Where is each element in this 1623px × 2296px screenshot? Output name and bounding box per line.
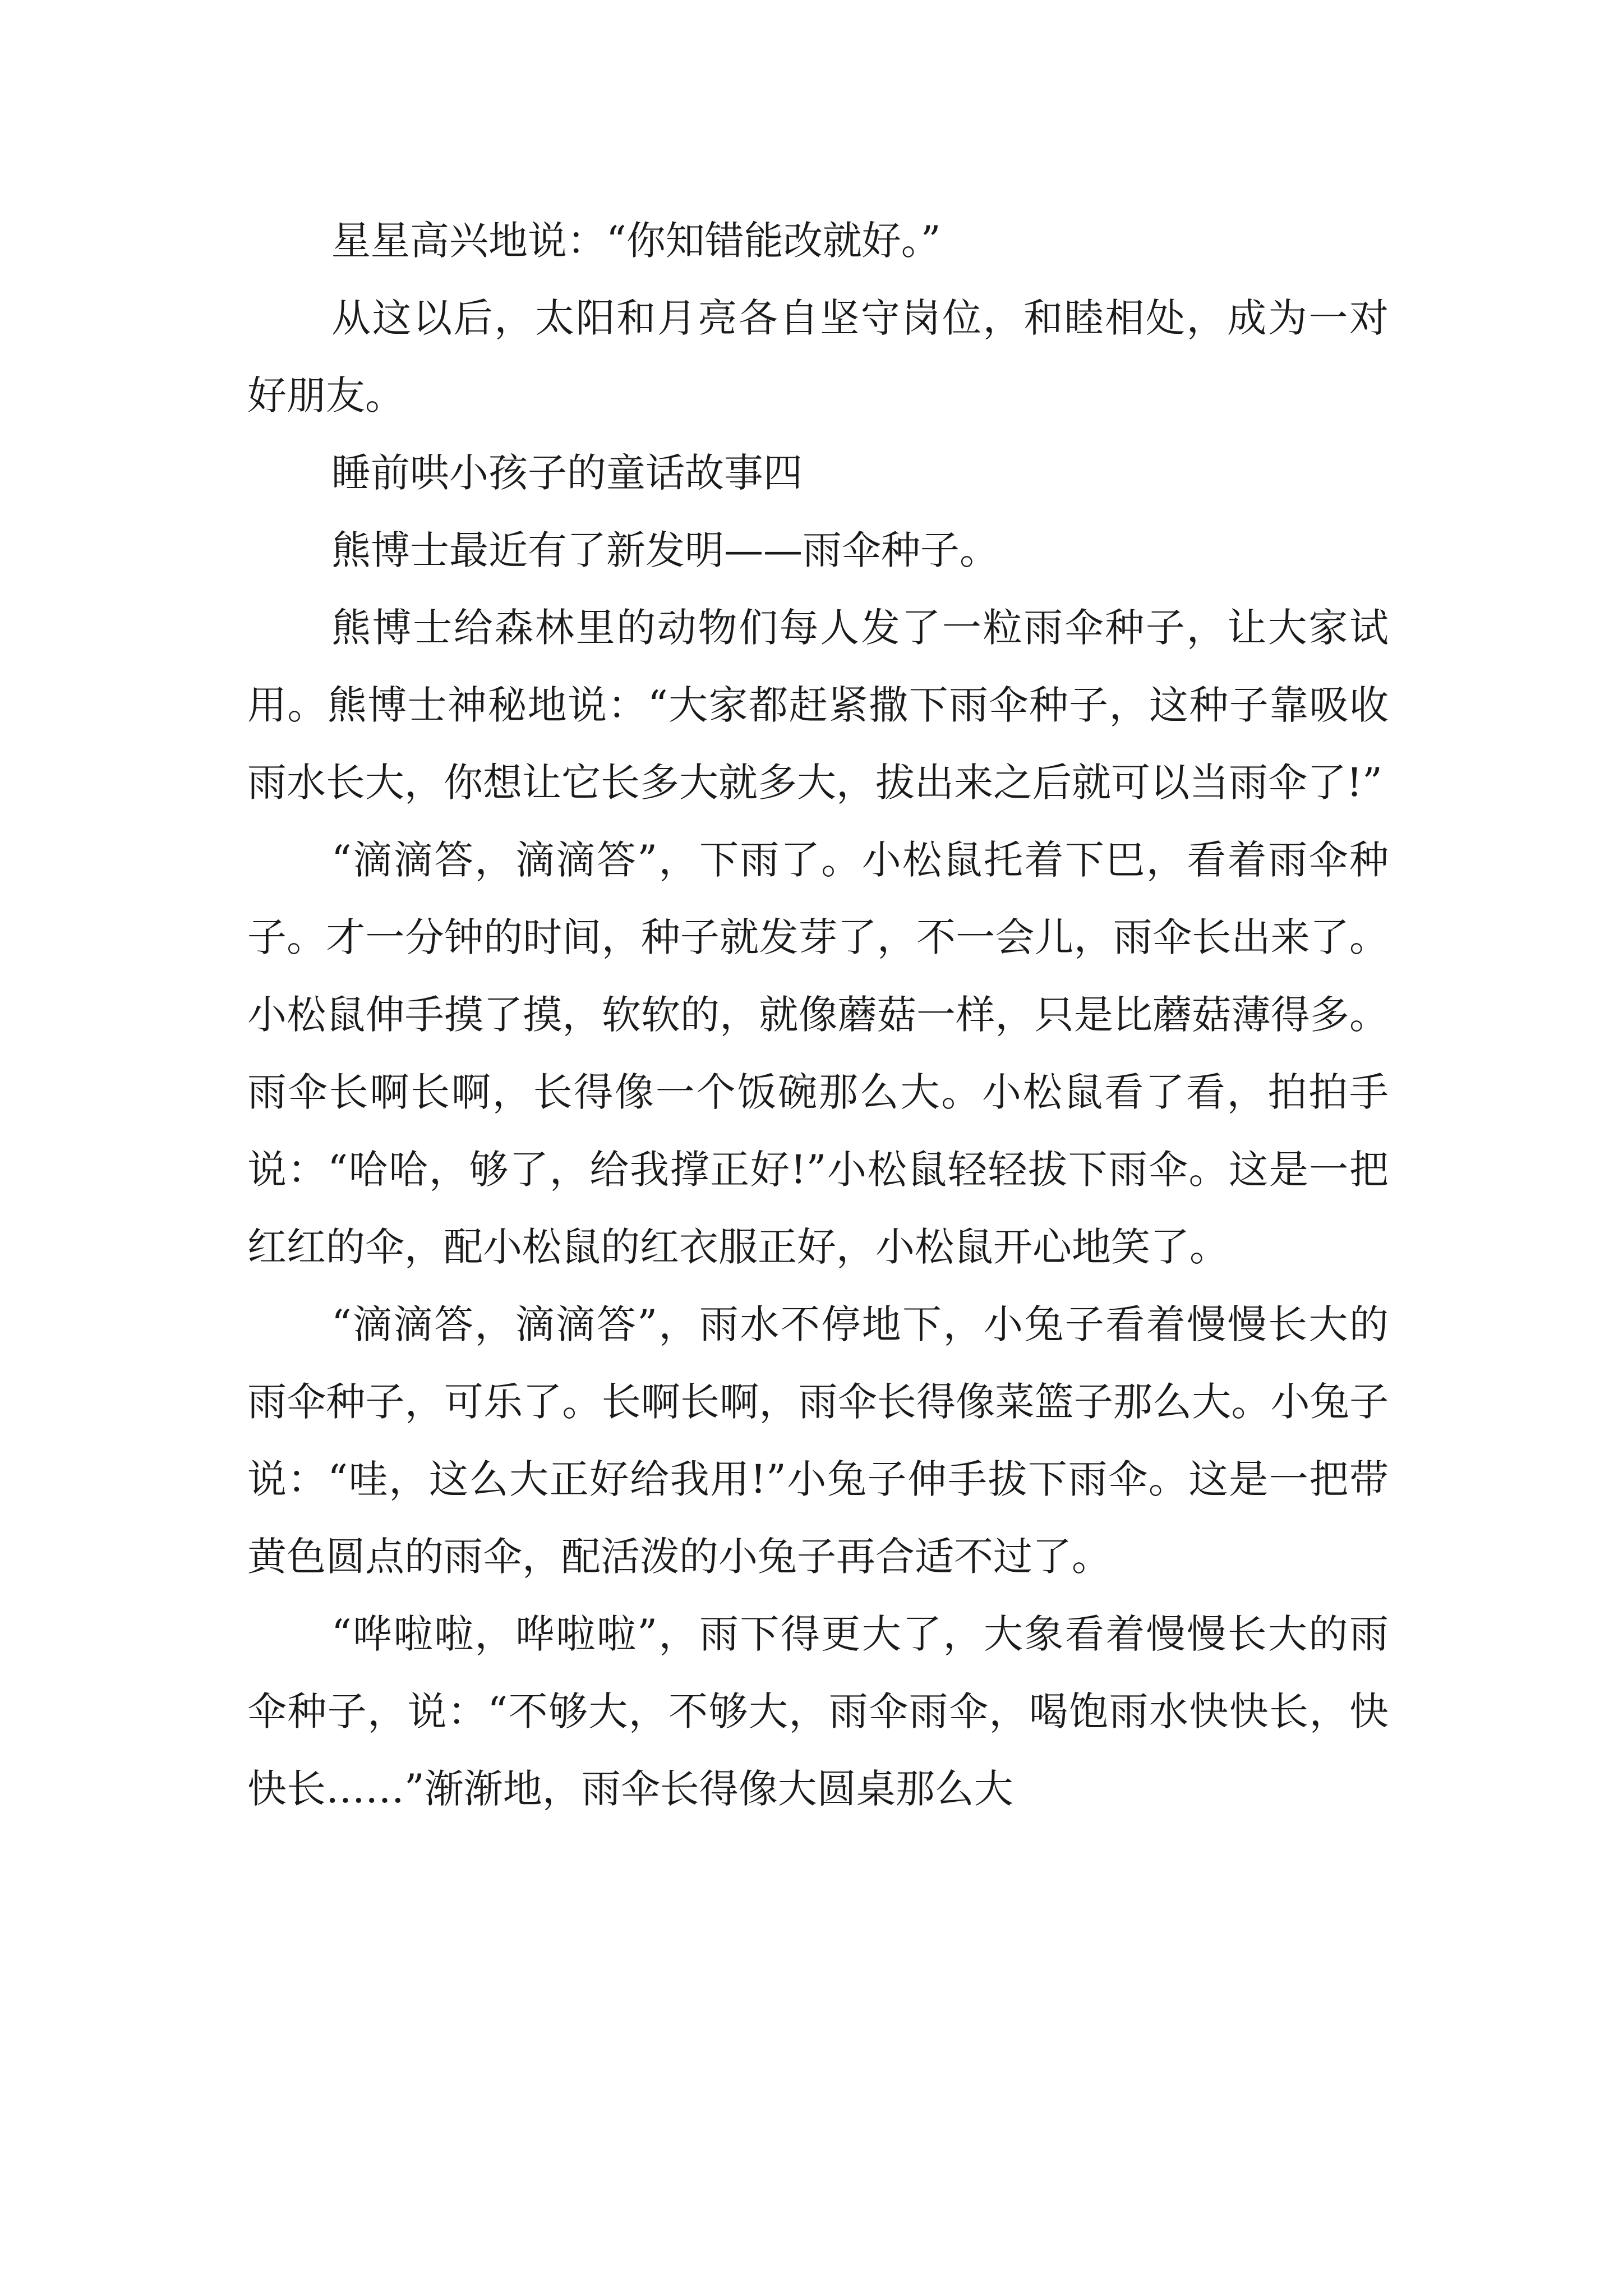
paragraph-elephant: “哗啦啦，哗啦啦”，雨下得更大了，大象看着慢慢长大的雨伞种子，说：“不够大，不够大，雨伞雨伞，喝饱雨水快快长，快快长……”渐渐地，雨伞长得像大圆桌那么大: [247, 1611, 1389, 1812]
paragraph-rabbit: “滴滴答，滴滴答”，雨水不停地下，小兔子看着慢慢长大的雨伞种子，可乐了。长啊长啊，雨伞长得像菜篮子那么大。小兔子说：“哇，这么大正好给我用!”小兔子伸手拔下雨伞。这是一把带黄色圆点的雨伞，配活泼的小兔子再合适不过了。: [247, 1301, 1389, 1580]
paragraph-squirrel: “滴滴答，滴滴答”，下雨了。小松鼠托着下巴，看着雨伞种子。才一分钟的时间，种子就发芽了，不一会儿，雨伞长出来了。小松鼠伸手摸了摸，软软的，就像蘑菇一样，只是比蘑菇薄得多。雨伞长啊长啊，长得像一个饭碗那么大。小松鼠看了看，拍拍手说：“哈哈，够了，给我撑正好!”小松鼠轻轻拔下雨伞。这是一把红红的伞，配小松鼠的红衣服正好，小松鼠开心地笑了。: [247, 837, 1389, 1270]
paragraph-umbrella-invention: 熊博士最近有了新发明——雨伞种子。: [331, 527, 999, 573]
story-title: 睡前哄小孩子的童话故事四: [331, 450, 803, 496]
paragraph-seed-distribution: 熊博士给森林里的动物们每人发了一粒雨伞种子，让大家试用。熊博士神秘地说：“大家都赶紧撒下雨伞种子，这种子靠吸收雨水长大，你想让它长多大就多大，拔出来之后就可以当雨伞了!”: [247, 605, 1389, 806]
paragraph-star-reply: 星星高兴地说：“你知错能改就好。”: [331, 218, 941, 264]
story-text: [247, 202, 1389, 1828]
paragraph-sun-moon-friends: 从这以后，太阳和月亮各自坚守岗位，和睦相处，成为一对好朋友。: [247, 295, 1389, 418]
